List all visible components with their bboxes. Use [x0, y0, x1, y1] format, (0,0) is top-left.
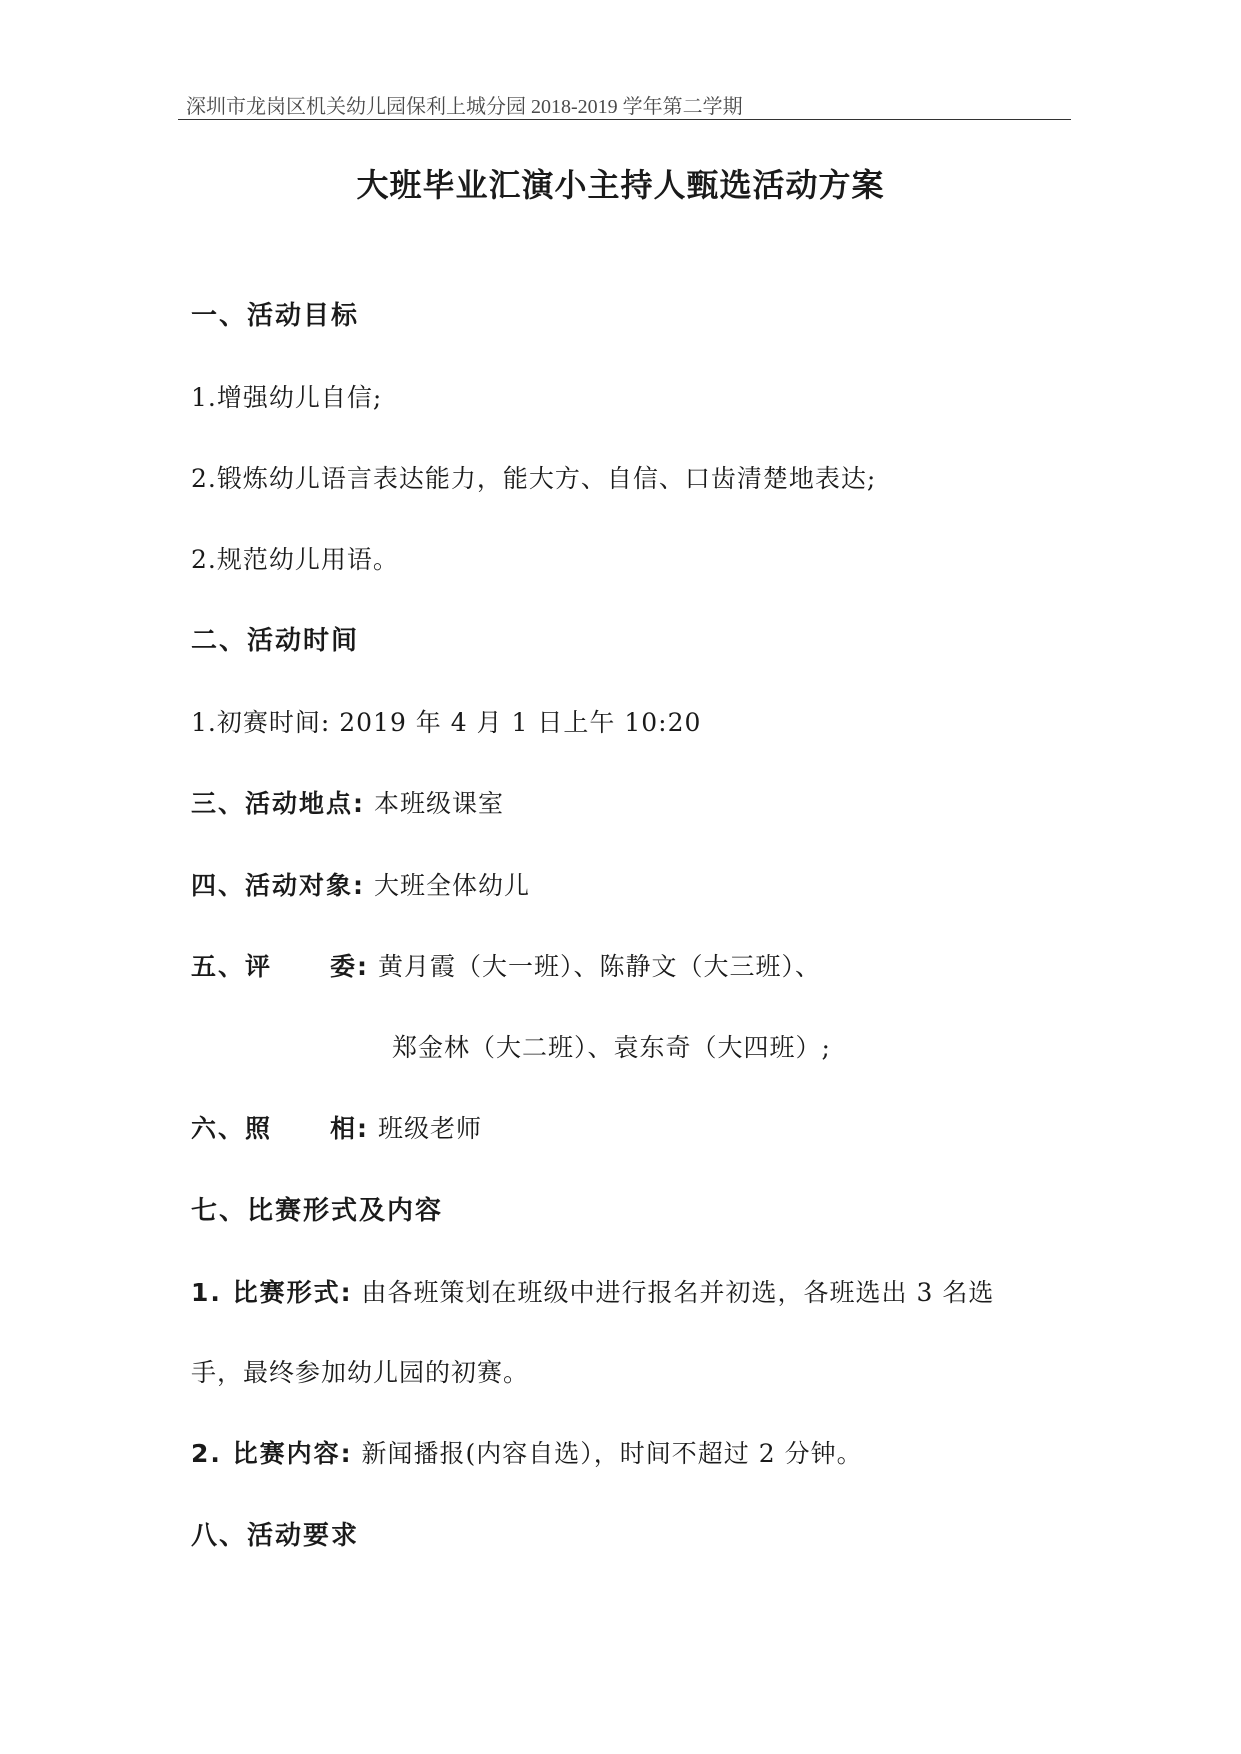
section-heading-goals: 一、活动目标: [191, 301, 360, 331]
participants-label: 四、活动对象:: [191, 871, 365, 900]
goal-item-2: 2.锻炼幼儿语言表达能力，能大方、自信、口齿清楚地表达;: [191, 464, 877, 493]
content-line: [191, 1436, 863, 1472]
judges-label-a: 五、评: [191, 952, 273, 981]
format-text-1: 由各班策划在班级中进行报名并初选，各班选出 3 名选: [361, 1278, 995, 1307]
page-header: [178, 86, 1071, 120]
format-label: 1. 比赛形式:: [191, 1278, 353, 1307]
venue-value: 本班级课室: [373, 789, 504, 818]
time-item-1: 1.初赛时间: 2019 年 4 月 1 日上午 10:20: [191, 708, 702, 737]
goal-item-1: 1.增强幼儿自信;: [191, 383, 383, 412]
judges-value-2: 郑金林（大二班）、袁东奇（大四班）;: [392, 1033, 831, 1062]
section-heading-format: 七、比赛形式及内容: [191, 1196, 444, 1226]
page-header-text: 深圳市龙岗区机关幼儿园保利上城分园 2018-2019 学年第二学期: [186, 96, 743, 118]
section-heading-requirements: 八、活动要求: [191, 1521, 360, 1551]
document-title: 大班毕业汇演小主持人甄选活动方案: [356, 166, 885, 204]
venue-label: 三、活动地点:: [191, 789, 365, 818]
goal-item-3: 2.规范幼儿用语。: [191, 545, 399, 574]
section-judges: [191, 949, 821, 985]
section-venue: [191, 786, 504, 822]
content-label: 2. 比赛内容:: [191, 1439, 353, 1468]
photography-label-b: 相:: [330, 1114, 370, 1143]
participants-value: 大班全体幼儿: [373, 871, 530, 900]
content-text: 新闻播报(内容自选），时间不超过 2 分钟。: [361, 1439, 863, 1468]
judges-value-1: 黄月霞（大一班）、陈静文（大三班）、: [377, 952, 821, 981]
section-heading-time: 二、活动时间: [191, 626, 360, 656]
section-photography: [191, 1111, 482, 1147]
photography-value: 班级老师: [377, 1114, 482, 1143]
judges-label-b: 委:: [330, 952, 370, 981]
photography-label-a: 六、照: [191, 1114, 273, 1143]
format-line-1: [191, 1275, 994, 1311]
section-participants: [191, 868, 530, 904]
format-text-2: 手，最终参加幼儿园的初赛。: [191, 1358, 530, 1387]
